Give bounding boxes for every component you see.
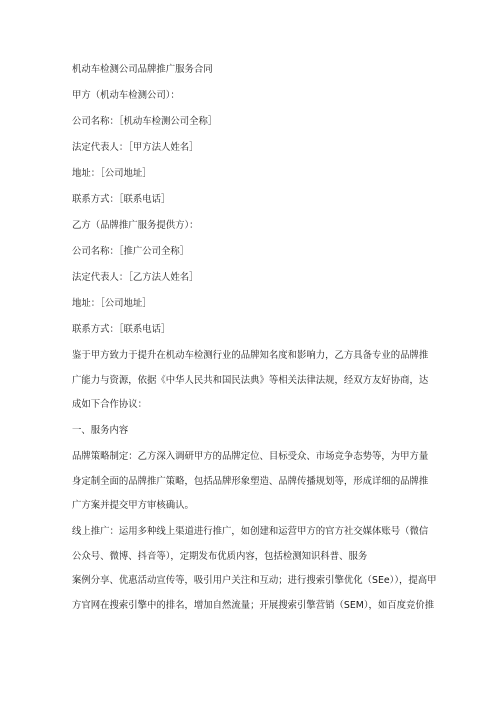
party-a-contact: 联系方式：［联系电话］: [72, 194, 171, 205]
preamble-line: 广能力与资源，依据《中华人民共和国民法典》等相关法律法规，经双方友好协商，达: [72, 374, 429, 386]
party-b-address: 地址：［公司地址］: [72, 298, 152, 309]
party-a-heading: 甲方（机动车检测公司）：: [72, 90, 180, 101]
section-heading-services: 一、服务内容: [72, 425, 129, 436]
strategy-line: 身定制全面的品牌推广策略，包括品牌形象塑造、品牌传播规划等，形成详细的品牌推: [72, 475, 429, 487]
party-a-address: 地址：［公司地址］: [72, 168, 152, 179]
party-b-heading: 乙方（品牌推广服务提供方）：: [72, 220, 199, 231]
strategy-line: 品牌策略制定：乙方深入调研甲方的品牌定位、目标受众、市场竞争态势等，为甲方量: [72, 451, 429, 462]
party-b-representative: 法定代表人：［乙方法人姓名］: [72, 272, 199, 283]
strategy-paragraph: [72, 451, 442, 512]
contract-body: [72, 64, 442, 626]
strategy-line: 广方案并提交甲方审核确认。: [72, 500, 194, 511]
party-b-company: 公司名称：［推广公司全称］: [72, 246, 190, 257]
preamble-line: 成如下合作协议：: [72, 399, 148, 410]
online-line: 方官网在搜索引擎中的排名，增加自然流量；开展搜索引擎营销（SEM），如百度竞价推: [72, 599, 435, 611]
online-line: 案例分享、优惠活动宣传等，吸引用户关注和互动；进行搜索引擎优化（SEe）），提高甲: [72, 575, 437, 586]
party-b-contact: 联系方式：［联系电话］: [72, 324, 171, 335]
contract-title: 机动车检测公司品牌推广服务合同: [72, 64, 213, 75]
party-a-representative: 法定代表人：［甲方法人姓名］: [72, 142, 199, 153]
preamble-line: 鉴于甲方致力于提升在机动车检测行业的品牌知名度和影响力，乙方具备专业的品牌推: [72, 350, 429, 361]
party-a-company: 公司名称：［机动车检测公司全称］: [72, 116, 218, 127]
online-promotion-paragraph: [72, 526, 442, 612]
online-line: 公众号、微博、抖音等），定期发布优质内容，包括检测知识科普、服务: [72, 550, 368, 562]
preamble-paragraph: [72, 350, 442, 411]
online-line: 线上推广：运用多种线上渠道进行推广，如创建和运营甲方的官方社交媒体账号（微信: [72, 526, 429, 537]
